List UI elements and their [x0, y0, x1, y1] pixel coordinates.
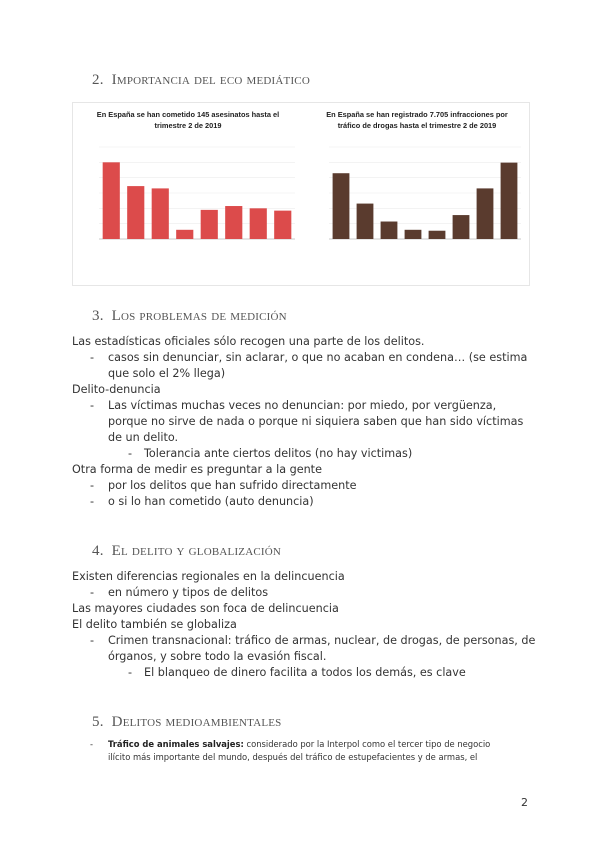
list-item: casos sin denunciar, sin aclarar, o que no acaban en condena… (se estima: [108, 351, 528, 364]
chart-drogas: [307, 103, 527, 283]
chart-title: En España se han cometido 145 asesinatos hasta el trimestre 2 de 2019: [96, 110, 280, 130]
paragraph: Existen diferencias regionales en la delincuencia: [72, 570, 345, 583]
bar: [405, 230, 422, 239]
bar: [381, 222, 398, 239]
section-heading-4: [92, 543, 281, 560]
list-item: Crimen transnacional: tráfico de armas, nuclear, de drogas, de personas, de: [108, 634, 536, 647]
section-number: 3.: [92, 308, 104, 324]
bar: [501, 163, 518, 239]
bar: [357, 204, 374, 239]
list-item-bold-term: Tráfico de animales salvajes:: [108, 739, 244, 749]
section-title: Delitos medioambientales: [111, 714, 282, 730]
bar: [152, 188, 169, 239]
bullet-dash: -: [90, 495, 95, 508]
paragraph: Las estadísticas oficiales sólo recogen una parte de los delitos.: [72, 335, 425, 348]
paragraph: El delito también se globaliza: [72, 618, 237, 631]
bar: [250, 208, 267, 239]
chart-drogas-plot: [307, 103, 527, 283]
chart-title: En España se han registrado 7.705 infracciones por tráfico de drogas hasta el trimestre 2 de 2019: [326, 110, 508, 130]
list-item-continuation: ilícito más importante del mundo, después del tráfico de estupefacientes y de armas, el: [108, 752, 478, 762]
list-item: en número y tipos de delitos: [108, 586, 269, 599]
bullet-dash: -: [90, 399, 95, 412]
list-item-continuation: porque no sirve de nada o porque ni siquiera saben que han sido víctimas: [108, 415, 524, 428]
sub-list-item: Tolerancia ante ciertos delitos (no hay victimas): [144, 447, 413, 460]
bar: [274, 211, 291, 239]
section-number: 2.: [92, 72, 104, 88]
charts-figure: [72, 102, 530, 286]
bullet-dash: -: [90, 479, 95, 492]
list-item-continuation: que solo el 2% llega): [108, 367, 226, 380]
paragraph: Las mayores ciudades son foca de delincuencia: [72, 602, 339, 615]
list-item: Las víctimas muchas veces no denuncian: por miedo, por vergüenza,: [108, 399, 497, 412]
bullet-dash: -: [90, 634, 95, 647]
section-heading-3: [92, 308, 287, 325]
bullet-dash: -: [90, 739, 94, 749]
bar: [201, 210, 218, 239]
sub-list-item: El blanqueo de dinero facilita a todos los demás, es clave: [144, 666, 466, 679]
bullet-dash: -: [90, 351, 95, 364]
chart-asesinatos: [77, 103, 299, 283]
list-item-text: considerado por la Interpol como el tercer tipo de negocio: [243, 739, 491, 749]
bar: [333, 173, 350, 239]
bar: [176, 230, 193, 239]
list-item: [108, 738, 490, 750]
section-heading-2: [92, 72, 310, 89]
section-heading-5: [92, 714, 282, 731]
bar: [453, 215, 470, 239]
bar: [429, 231, 446, 239]
chart-asesinatos-plot: [77, 103, 299, 283]
bar: [477, 188, 494, 239]
section-title: El delito y globalización: [111, 543, 282, 559]
section-title: Importancia del eco mediático: [111, 72, 310, 88]
list-item-continuation: órganos, y sobre todo la evasión fiscal.: [108, 650, 327, 663]
list-item: o si lo han cometido (auto denuncia): [108, 495, 314, 508]
bullet-dash: -: [128, 666, 133, 679]
page-number: 2: [521, 796, 528, 809]
bullet-dash: -: [128, 447, 133, 460]
bar: [103, 162, 120, 239]
paragraph: Otra forma de medir es preguntar a la gente: [72, 463, 322, 476]
section-title: Los problemas de medición: [111, 308, 287, 324]
bar: [127, 186, 144, 239]
paragraph: Delito-denuncia: [72, 383, 161, 396]
section-number: 5.: [92, 714, 104, 730]
list-item-continuation: de un delito.: [108, 431, 179, 444]
bullet-dash: -: [90, 586, 95, 599]
list-item: por los delitos que han sufrido directamente: [108, 479, 357, 492]
section-number: 4.: [92, 543, 104, 559]
bar: [225, 206, 242, 239]
